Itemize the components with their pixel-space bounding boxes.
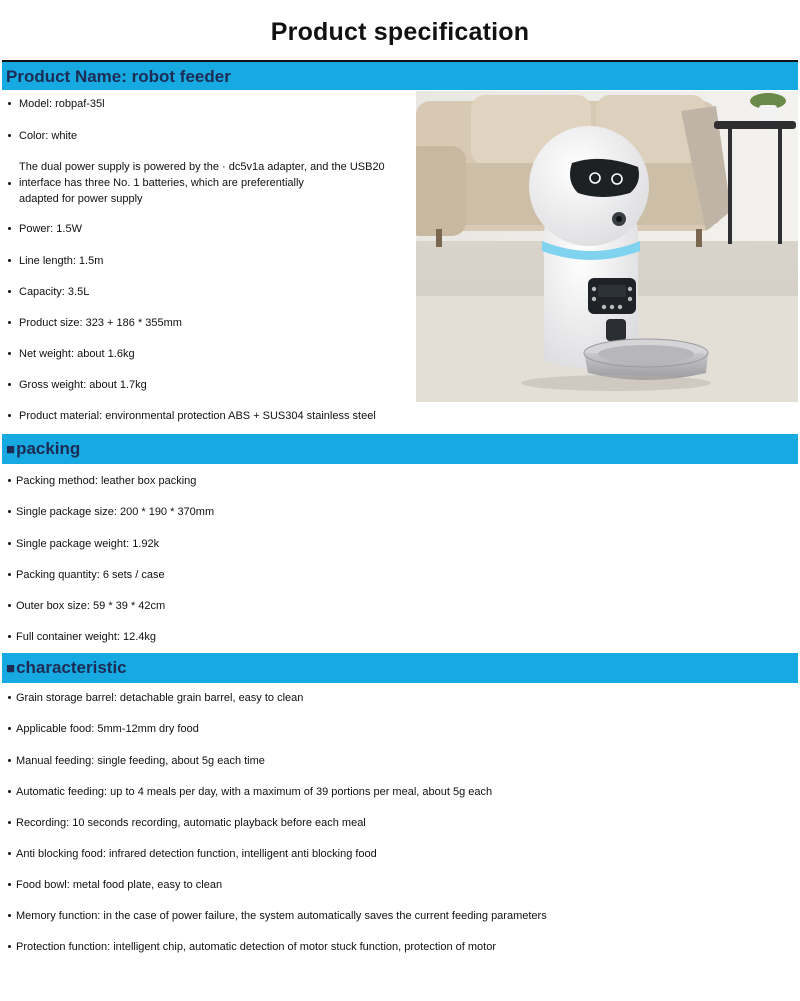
- packing-item: Full container weight: 12.4kg: [8, 630, 156, 644]
- bullet-icon: [8, 604, 11, 607]
- section-heading-product: Product Name: robot feeder: [6, 67, 231, 86]
- bullet-icon: [8, 542, 11, 545]
- bullet-icon: [8, 290, 11, 293]
- spec-model: Model: robpaf-35l: [8, 97, 105, 111]
- bullet-icon: [8, 727, 11, 730]
- bullet-icon: [8, 352, 11, 355]
- bullet-icon: [8, 227, 11, 230]
- spec-power-supply: The dual power supply is powered by the · dc5v1a adapter, and the USB20 interface has three No. 1 batteries, which are preferentially adapted for power supply: [19, 161, 385, 205]
- bullet-icon: [8, 945, 11, 948]
- packing-item: Packing quantity: 6 sets / case: [8, 568, 165, 582]
- bullet-icon: [8, 759, 11, 762]
- product-photo: [416, 91, 798, 402]
- bullet-icon: [8, 852, 11, 855]
- spec-product-size: Product size: 323 + 186 * 355mm: [8, 316, 182, 330]
- bullet-icon: [8, 102, 11, 105]
- characteristic-item: Grain storage barrel: detachable grain barrel, easy to clean: [8, 691, 303, 705]
- section-header-characteristic: [2, 653, 798, 683]
- bullet-icon: [8, 479, 11, 482]
- bullet-icon: [8, 182, 11, 185]
- spec-line-length: Line length: 1.5m: [8, 254, 103, 268]
- bullet-icon: [8, 510, 11, 513]
- bullet-icon: [8, 259, 11, 262]
- packing-item: Single package size: 200 * 190 * 370mm: [8, 505, 214, 519]
- characteristic-item: Protection function: intelligent chip, automatic detection of motor stuck function, protection of motor: [8, 940, 496, 954]
- section-heading-packing: packing: [16, 439, 81, 458]
- section-header-product: [2, 60, 798, 90]
- packing-item: Outer box size: 59 * 39 * 42cm: [8, 599, 165, 613]
- bullet-icon: [8, 696, 11, 699]
- section-header-packing: [2, 434, 798, 464]
- characteristic-item: Applicable food: 5mm-12mm dry food: [8, 722, 199, 736]
- spec-capacity: Capacity: 3.5L: [8, 285, 89, 299]
- characteristic-item: Memory function: in the case of power failure, the system automatically saves the current feeding parameters: [8, 909, 547, 923]
- spec-power: Power: 1.5W: [8, 222, 82, 236]
- characteristic-item: Anti blocking food: infrared detection function, intelligent anti blocking food: [8, 847, 377, 861]
- section-heading-characteristic: characteristic: [16, 658, 127, 677]
- bullet-icon: [8, 790, 11, 793]
- spec-gross-weight: Gross weight: about 1.7kg: [8, 378, 147, 392]
- bullet-icon: [8, 383, 11, 386]
- page-title: Product specification: [270, 18, 530, 46]
- bullet-icon: [8, 321, 11, 324]
- bullet-icon: [8, 914, 11, 917]
- bullet-icon: [8, 414, 11, 417]
- characteristic-item: Automatic feeding: up to 4 meals per day, with a maximum of 39 portions per meal, about 5g each: [8, 785, 492, 799]
- packing-item: Single package weight: 1.92k: [8, 537, 159, 551]
- characteristic-item: Recording: 10 seconds recording, automatic playback before each meal: [8, 816, 366, 830]
- spec-color: Color: white: [8, 129, 77, 143]
- square-icon: ■: [6, 441, 16, 458]
- bullet-icon: [8, 883, 11, 886]
- characteristic-item: Manual feeding: single feeding, about 5g each time: [8, 754, 265, 768]
- characteristic-item: Food bowl: metal food plate, easy to clean: [8, 878, 222, 892]
- spec-material: Product material: environmental protection ABS + SUS304 stainless steel: [8, 409, 376, 423]
- bullet-icon: [8, 821, 11, 824]
- packing-item: Packing method: leather box packing: [8, 474, 196, 488]
- bullet-icon: [8, 573, 11, 576]
- spec-net-weight: Net weight: about 1.6kg: [8, 347, 135, 361]
- bullet-icon: [8, 134, 11, 137]
- square-icon: ■: [6, 660, 16, 677]
- bullet-icon: [8, 635, 11, 638]
